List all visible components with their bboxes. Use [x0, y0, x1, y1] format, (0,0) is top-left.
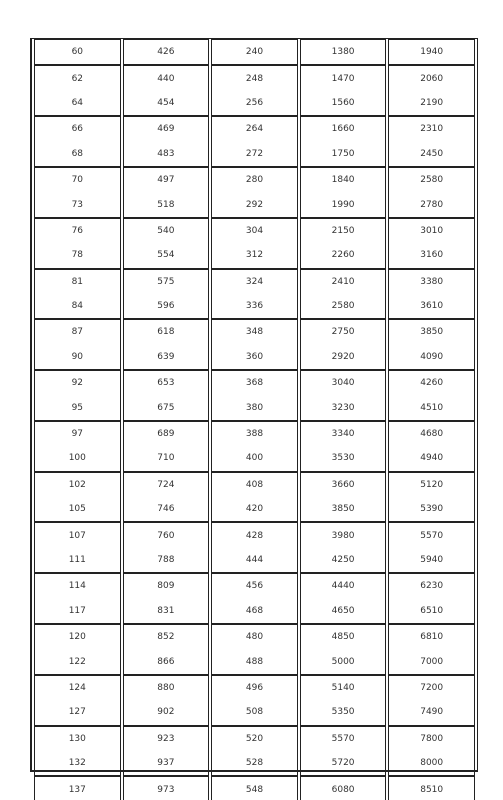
table-cell: 746 [123, 497, 210, 522]
table-row [34, 167, 475, 192]
table-cell: 304 [211, 218, 298, 243]
table-cell: 3610 [388, 294, 475, 319]
table-cell: 388 [211, 421, 298, 446]
table-row [34, 472, 475, 497]
table-cell: 528 [211, 751, 298, 776]
table-cell: 1990 [300, 192, 387, 217]
table-cell: 3340 [300, 421, 387, 446]
table-cell: 1940 [388, 39, 475, 65]
table-cell: 3530 [300, 446, 387, 471]
table-cell: 240 [211, 39, 298, 65]
table-cell: 618 [123, 319, 210, 344]
data-table [32, 39, 477, 800]
table-cell: 368 [211, 370, 298, 395]
table-cell: 444 [211, 548, 298, 573]
table-cell: 3230 [300, 395, 387, 420]
table-cell: 468 [211, 599, 298, 624]
table-cell: 724 [123, 472, 210, 497]
table-cell: 130 [34, 726, 121, 751]
table-cell: 124 [34, 675, 121, 700]
table-cell: 256 [211, 91, 298, 116]
table-cell: 760 [123, 522, 210, 547]
table-row [34, 599, 475, 624]
table-cell: 248 [211, 65, 298, 90]
table-cell: 639 [123, 345, 210, 370]
table-cell: 360 [211, 345, 298, 370]
table-cell: 8510 [388, 776, 475, 800]
table-cell: 2780 [388, 192, 475, 217]
table-cell: 70 [34, 167, 121, 192]
table-cell: 324 [211, 269, 298, 294]
table-cell: 5720 [300, 751, 387, 776]
table-row [34, 116, 475, 141]
table-cell: 8000 [388, 751, 475, 776]
table-cell: 554 [123, 243, 210, 268]
table-cell: 408 [211, 472, 298, 497]
table-cell: 7000 [388, 649, 475, 674]
table-cell: 95 [34, 395, 121, 420]
table-cell: 84 [34, 294, 121, 319]
table-row [34, 91, 475, 116]
table-row [34, 142, 475, 167]
table-cell: 866 [123, 649, 210, 674]
table-cell: 66 [34, 116, 121, 141]
table-cell: 120 [34, 624, 121, 649]
table-row [34, 370, 475, 395]
table-cell: 3980 [300, 522, 387, 547]
table-cell: 973 [123, 776, 210, 800]
table-cell: 480 [211, 624, 298, 649]
table-cell: 496 [211, 675, 298, 700]
table-row [34, 39, 475, 65]
table-row [34, 395, 475, 420]
table-row [34, 421, 475, 446]
table-cell: 2750 [300, 319, 387, 344]
table-cell: 3660 [300, 472, 387, 497]
table-cell: 710 [123, 446, 210, 471]
table-cell: 272 [211, 142, 298, 167]
table-cell: 4680 [388, 421, 475, 446]
table-cell: 6810 [388, 624, 475, 649]
table-cell: 6510 [388, 599, 475, 624]
table-row [34, 675, 475, 700]
table-row [34, 751, 475, 776]
table-cell: 100 [34, 446, 121, 471]
table-row [34, 65, 475, 90]
table-cell: 1380 [300, 39, 387, 65]
table-cell: 575 [123, 269, 210, 294]
table-cell: 508 [211, 700, 298, 725]
table-cell: 336 [211, 294, 298, 319]
table-cell: 122 [34, 649, 121, 674]
table-cell: 1660 [300, 116, 387, 141]
table-cell: 518 [123, 192, 210, 217]
table-cell: 4250 [300, 548, 387, 573]
table-cell: 7800 [388, 726, 475, 751]
table-cell: 137 [34, 776, 121, 800]
table-cell: 2580 [300, 294, 387, 319]
table-cell: 60 [34, 39, 121, 65]
table-row [34, 345, 475, 370]
table-row [34, 573, 475, 598]
table-cell: 1840 [300, 167, 387, 192]
table-cell: 62 [34, 65, 121, 90]
table-cell: 2060 [388, 65, 475, 90]
table-cell: 5000 [300, 649, 387, 674]
table-cell: 97 [34, 421, 121, 446]
table-cell: 6230 [388, 573, 475, 598]
table-cell: 3850 [388, 319, 475, 344]
table-cell: 2920 [300, 345, 387, 370]
table-cell: 132 [34, 751, 121, 776]
table-cell: 520 [211, 726, 298, 751]
table-cell: 348 [211, 319, 298, 344]
table-cell: 540 [123, 218, 210, 243]
table-cell: 105 [34, 497, 121, 522]
table-cell: 127 [34, 700, 121, 725]
table-row [34, 522, 475, 547]
table-cell: 81 [34, 269, 121, 294]
table-cell: 2310 [388, 116, 475, 141]
table-row [34, 776, 475, 800]
table-cell: 3160 [388, 243, 475, 268]
table-cell: 5940 [388, 548, 475, 573]
table-cell: 3850 [300, 497, 387, 522]
table-cell: 73 [34, 192, 121, 217]
table-cell: 2190 [388, 91, 475, 116]
table-cell: 831 [123, 599, 210, 624]
table-cell: 111 [34, 548, 121, 573]
table-cell: 92 [34, 370, 121, 395]
table-cell: 788 [123, 548, 210, 573]
table-row [34, 624, 475, 649]
table-cell: 4090 [388, 345, 475, 370]
table-cell: 2410 [300, 269, 387, 294]
table-cell: 426 [123, 39, 210, 65]
table-cell: 117 [34, 599, 121, 624]
table-cell: 87 [34, 319, 121, 344]
table-cell: 2450 [388, 142, 475, 167]
table-row [34, 269, 475, 294]
table-cell: 454 [123, 91, 210, 116]
table-cell: 114 [34, 573, 121, 598]
table-cell: 102 [34, 472, 121, 497]
table-cell: 6080 [300, 776, 387, 800]
table-cell: 312 [211, 243, 298, 268]
table-cell: 76 [34, 218, 121, 243]
table-cell: 2580 [388, 167, 475, 192]
table-cell: 880 [123, 675, 210, 700]
table-cell: 2260 [300, 243, 387, 268]
table-cell: 7490 [388, 700, 475, 725]
table-cell: 3010 [388, 218, 475, 243]
table-cell: 90 [34, 345, 121, 370]
table-row [34, 243, 475, 268]
table-cell: 4260 [388, 370, 475, 395]
table-cell: 809 [123, 573, 210, 598]
table-row [34, 446, 475, 471]
table-cell: 7200 [388, 675, 475, 700]
table-row [34, 700, 475, 725]
table-cell: 5570 [300, 726, 387, 751]
table-cell: 5120 [388, 472, 475, 497]
table-cell: 380 [211, 395, 298, 420]
table-cell: 2150 [300, 218, 387, 243]
table-cell: 3380 [388, 269, 475, 294]
table-cell: 5570 [388, 522, 475, 547]
table-cell: 5140 [300, 675, 387, 700]
table-cell: 292 [211, 192, 298, 217]
table-cell: 5390 [388, 497, 475, 522]
data-table-body [34, 39, 475, 800]
table-cell: 68 [34, 142, 121, 167]
table-cell: 4650 [300, 599, 387, 624]
table-row [34, 294, 475, 319]
table-cell: 264 [211, 116, 298, 141]
data-table-frame [30, 38, 478, 795]
table-cell: 675 [123, 395, 210, 420]
table-row [34, 497, 475, 522]
table-cell: 456 [211, 573, 298, 598]
table-row [34, 649, 475, 674]
table-cell: 78 [34, 243, 121, 268]
table-cell: 3040 [300, 370, 387, 395]
table-cell: 548 [211, 776, 298, 800]
table-cell: 280 [211, 167, 298, 192]
table-row [34, 548, 475, 573]
table-cell: 1750 [300, 142, 387, 167]
table-cell: 420 [211, 497, 298, 522]
table-cell: 4440 [300, 573, 387, 598]
table-row [34, 726, 475, 751]
table-cell: 428 [211, 522, 298, 547]
table-cell: 488 [211, 649, 298, 674]
table-cell: 852 [123, 624, 210, 649]
table-cell: 596 [123, 294, 210, 319]
table-cell: 1560 [300, 91, 387, 116]
table-row [34, 319, 475, 344]
table-cell: 689 [123, 421, 210, 446]
table-cell: 4940 [388, 446, 475, 471]
table-cell: 653 [123, 370, 210, 395]
table-cell: 497 [123, 167, 210, 192]
table-cell: 5350 [300, 700, 387, 725]
table-cell: 107 [34, 522, 121, 547]
table-cell: 902 [123, 700, 210, 725]
table-cell: 469 [123, 116, 210, 141]
table-cell: 400 [211, 446, 298, 471]
table-cell: 1470 [300, 65, 387, 90]
table-cell: 937 [123, 751, 210, 776]
table-cell: 4510 [388, 395, 475, 420]
table-cell: 483 [123, 142, 210, 167]
table-cell: 64 [34, 91, 121, 116]
table-cell: 923 [123, 726, 210, 751]
table-cell: 440 [123, 65, 210, 90]
table-row [34, 218, 475, 243]
table-row [34, 192, 475, 217]
table-cell: 4850 [300, 624, 387, 649]
